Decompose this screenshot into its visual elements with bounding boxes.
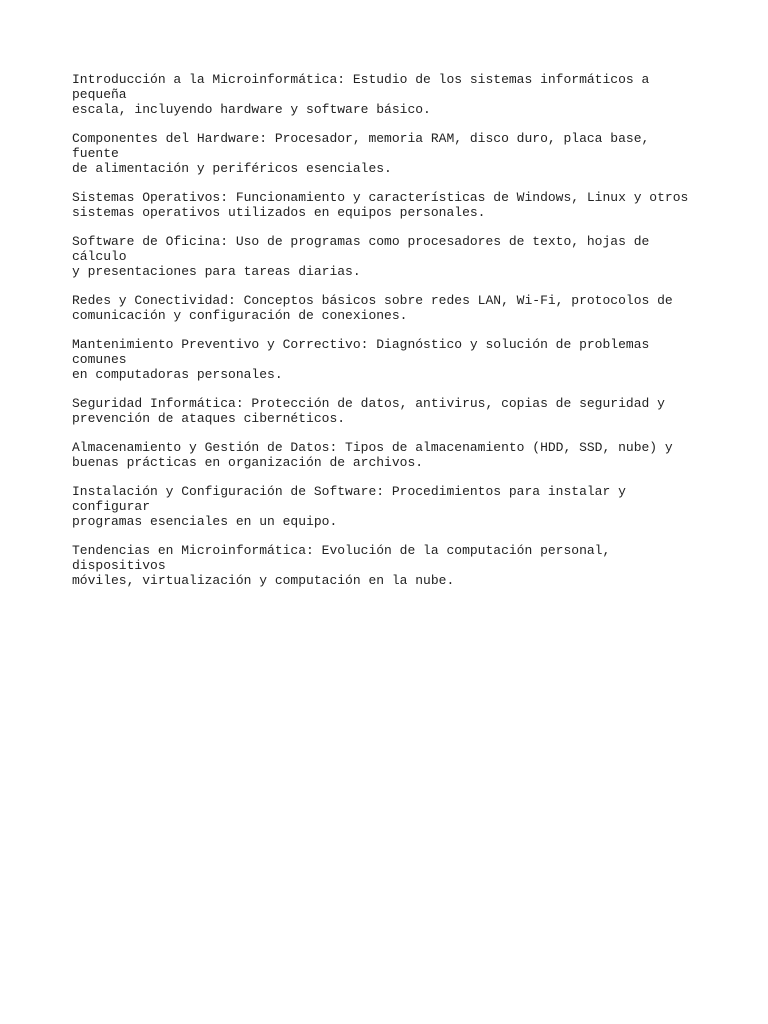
paragraph-componentes-hardware: Componentes del Hardware: Procesador, memoria RAM, disco duro, placa base, fuente de alimentación y periféricos esenciales. [72,131,650,176]
paragraph-instalacion: Instalación y Configuración de Software: Procedimientos para instalar y configurar programas esenciales en un equipo. [72,484,626,529]
paragraph-almacenamiento: Almacenamiento y Gestión de Datos: Tipos de almacenamiento (HDD, SSD, nube) y buenas prácticas en organización de archivos. [72,440,673,470]
paragraph-sistemas-operativos: Sistemas Operativos: Funcionamiento y características de Windows, Linux y otros sistemas operativos utilizados en equipos personales. [72,190,689,220]
paragraph-mantenimiento: Mantenimiento Preventivo y Correctivo: Diagnóstico y solución de problemas comunes en computadoras personales. [72,337,650,382]
paragraph-seguridad: Seguridad Informática: Protección de datos, antivirus, copias de seguridad y prevención de ataques cibernéticos. [72,396,665,426]
paragraph-software-oficina: Software de Oficina: Uso de programas como procesadores de texto, hojas de cálculo y presentaciones para tareas diarias. [72,234,650,279]
paragraph-redes-conectividad: Redes y Conectividad: Conceptos básicos sobre redes LAN, Wi-Fi, protocolos de comunicación y configuración de conexiones. [72,293,673,323]
paragraph-tendencias: Tendencias en Microinformática: Evolución de la computación personal, dispositivos móviles, virtualización y computación en la nube. [72,543,611,588]
document-page [72,72,696,602]
paragraph-introduccion: Introducción a la Microinformática: Estudio de los sistemas informáticos a pequeña escala, incluyendo hardware y software básico. [72,72,650,117]
